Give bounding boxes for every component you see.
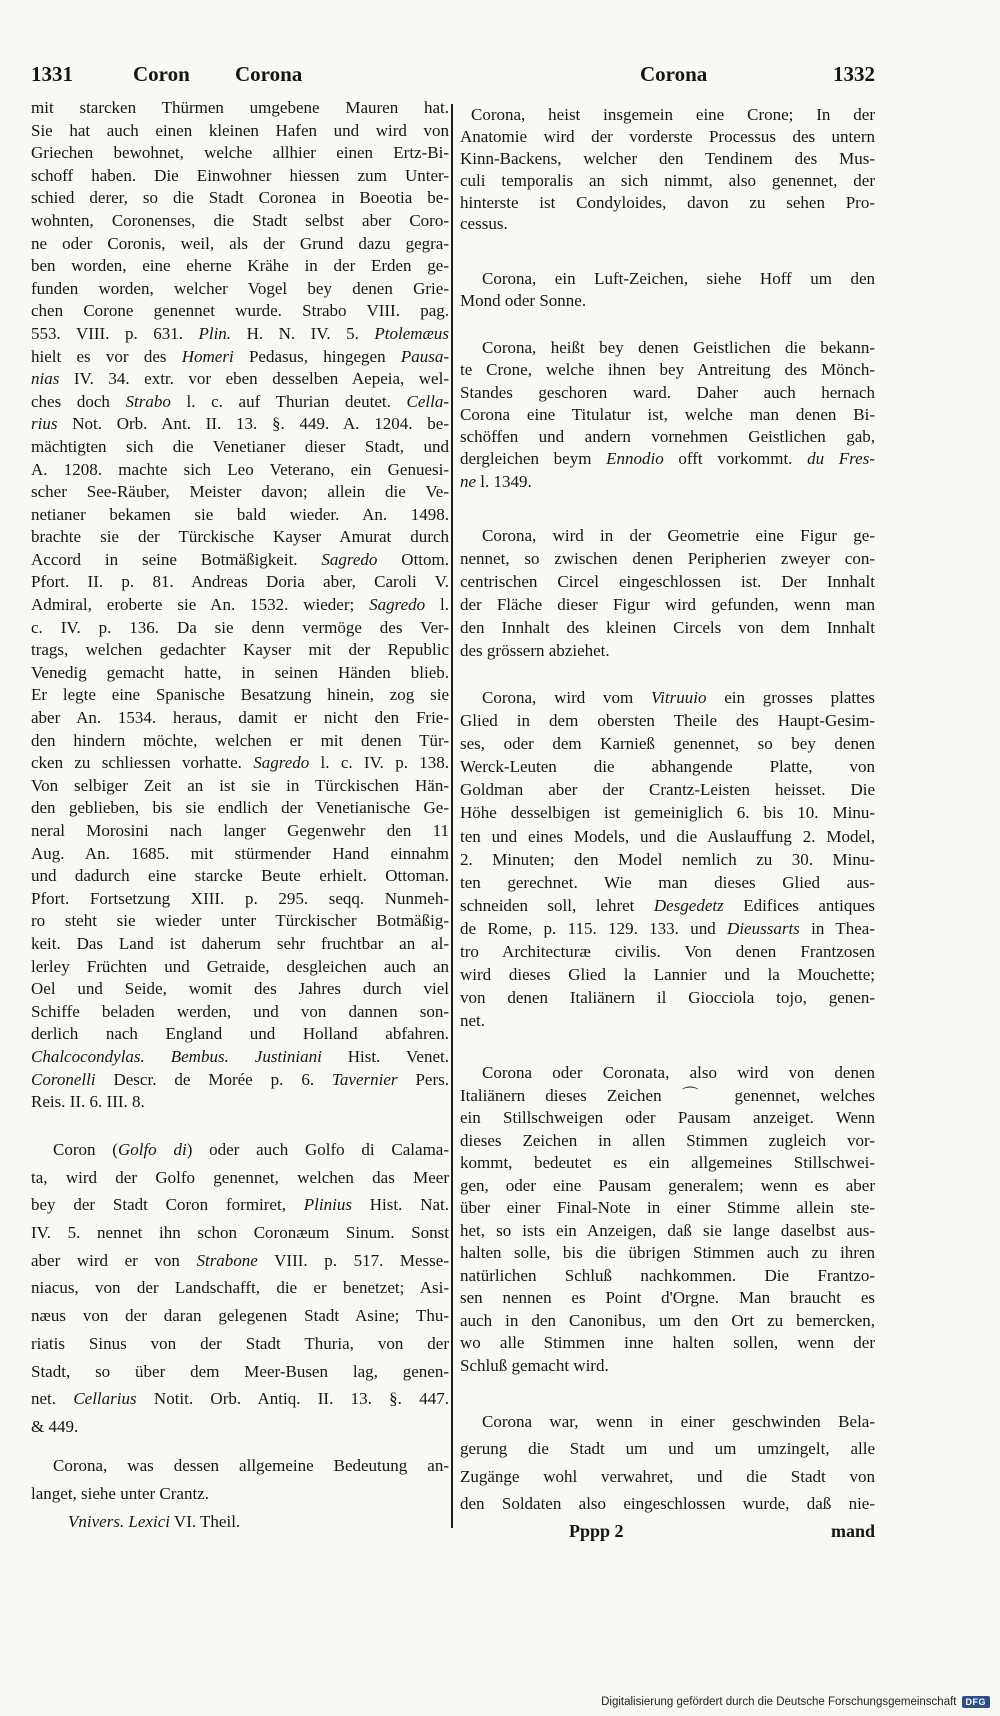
text-segment: Accord in seine Botmäßigkeit. — [31, 549, 322, 569]
text-segment: bey der Stadt Coron formiret, — [31, 1195, 304, 1215]
text-line: Pfort. II. p. 81. Andreas Doria aber, Caroli V. — [31, 572, 449, 592]
text-line: kommt, bedeutet es ein allgemeines Stillschwei- — [460, 1153, 875, 1172]
text-line: der Fläche dieser Figur wird gefunden, wenn man — [460, 595, 875, 614]
text-line: Oel und Seide, womit des Jahres durch viel — [31, 979, 449, 999]
italic-text: Plinius — [303, 1195, 352, 1215]
text-line: nennet, so zwischen denen Peripherien zweyer con- — [460, 549, 875, 568]
italic-text: Ptolemæus — [374, 323, 449, 343]
text-line: Sie hat auch einen kleinen Hafen und wird von — [31, 120, 449, 140]
text-line — [31, 1385, 449, 1413]
text-line — [31, 594, 449, 617]
text-line: Aug. An. 1685. mit stürmender Hand einnahm — [31, 843, 449, 863]
text-segment: Notit. Orb. Antiq. II. 13. §. 447. — [136, 1389, 449, 1409]
text-segment: l. c. auf Thurian deutet. — [170, 391, 407, 411]
text-line: tro Architecturæ civilis. Von denen Frantzosen — [460, 942, 875, 962]
running-head-left-second: Corona — [235, 62, 303, 86]
text-segment: Admiral, eroberte sie An. 1532. wieder; — [31, 595, 370, 615]
dfg-logo-icon: DFG — [962, 1696, 991, 1708]
text-line — [460, 686, 875, 709]
text-line: 2. Minuten; den Model nemlich zu 30. Minu- — [460, 849, 875, 869]
text-line: Corona eine Titulatur ist, welche man denen Bi- — [460, 404, 875, 424]
text-line: dieses Zeichen in allen Stimmen zugleich vor- — [460, 1130, 875, 1150]
text-line: Corona, heißt bey denen Geistlichen die bekann- — [482, 338, 875, 357]
text-line — [31, 1247, 449, 1275]
text-line: halten solle, bis die übrigen Stimmen auch zu ihren — [460, 1243, 875, 1262]
text-line: Er legte eine Spanische Besatzung hinein, zog sie — [31, 685, 449, 705]
left-text-column — [31, 0, 449, 1600]
italic-text: Sagredo — [369, 595, 426, 615]
italic-text: du Fres- — [807, 449, 875, 469]
italic-text: Dieussarts — [727, 918, 800, 938]
text-line — [31, 1191, 449, 1219]
text-segment: Hist. Nat. — [351, 1195, 449, 1215]
text-line: schied derer, so die Stadt Coronea in Boeotia be- — [31, 188, 449, 208]
text-line: niacus, von der Landschafft, die er benetzet; Asi- — [31, 1278, 449, 1298]
text-line: het, so ists ein Anzeigen, daß sie lange daselbst aus- — [460, 1220, 875, 1240]
text-segment: schneiden soll, lehret — [460, 895, 654, 915]
italic-text: Golfo di — [117, 1140, 187, 1159]
text-line: IV. 5. nennet ihn schon Coronæum Sinum. Sonst — [31, 1223, 449, 1243]
text-segment: Not. Orb. Ant. II. 13. §. 449. A. 1204. be- — [57, 414, 449, 434]
dictionary-entry — [460, 1408, 875, 1518]
text-line — [31, 391, 449, 414]
text-segment: Pedasus, hingegen — [233, 346, 401, 366]
text-line: wohnten, Coronenses, die Stadt selbst aber Coro- — [31, 210, 449, 230]
text-line: ta, wird der Golfo genennet, welchen das Meer — [31, 1167, 449, 1187]
italic-text: Cellarius — [73, 1389, 137, 1409]
text-line: ben worden, eine eherne Krähe in der Erden ge- — [31, 256, 449, 276]
text-line: brachte sie der Türckische Kayser Amurat durch — [31, 527, 449, 547]
text-segment: in Thea- — [799, 918, 875, 938]
italic-text: Plin. — [198, 323, 232, 343]
italic-text: Desgedetz — [653, 895, 724, 915]
italic-text: Ennodio — [606, 449, 664, 469]
italic-text: Homeri — [181, 346, 234, 366]
text-segment: Corona, wird vom — [482, 688, 652, 707]
text-line: cessus. — [460, 214, 508, 234]
text-line: langet, siehe unter Crantz. — [31, 1483, 209, 1503]
text-line — [31, 549, 449, 572]
right-text-column — [460, 0, 875, 1600]
text-line: centrischen Circel eingeschlossen ist. Der Innhalt — [460, 572, 875, 591]
volume-title: Vnivers. Lexici — [68, 1512, 170, 1531]
text-segment: hielt es vor des — [31, 346, 182, 366]
text-line: Corona, wird in der Geometrie eine Figur ge- — [482, 526, 875, 545]
italic-text: nias — [31, 369, 60, 389]
text-line: Stadt, so über dem Meer-Busen lag, genen- — [31, 1361, 449, 1381]
text-segment: cken zu schliessen vorhatte. — [31, 753, 254, 773]
dictionary-entry — [460, 1062, 875, 1377]
text-line: aber An. 1534. heraus, damit er nicht den Frie- — [31, 708, 449, 728]
text-line: Mond oder Sonne. — [460, 290, 587, 310]
italic-text: ne — [460, 471, 477, 491]
text-line: sen nennen es Point d'Orgne. Man braucht es — [460, 1288, 875, 1307]
volume-number: VI. Theil. — [173, 1512, 241, 1531]
text-line: Corona war, wenn in einer geschwinden Bela- — [482, 1412, 875, 1431]
digitization-credit — [601, 1694, 990, 1710]
text-line — [460, 448, 875, 470]
text-line: des grössern abziehet. — [460, 641, 610, 660]
catchword: mand — [830, 1521, 875, 1541]
dictionary-entry — [460, 686, 875, 1032]
dictionary-entry — [460, 268, 875, 312]
text-line: über einer Final-Note in einer Stimme allein ste- — [460, 1198, 875, 1217]
text-line — [460, 894, 875, 917]
text-line: Glied in dem obersten Theile des Haupt-Gesim- — [460, 711, 875, 731]
text-line: natürlichen Schluß nachkommen. Die Frantzo- — [460, 1265, 875, 1285]
text-line: funden worden, welcher Vogel bey denen Grie- — [31, 278, 449, 298]
text-segment: Coron ( — [53, 1140, 118, 1159]
text-line: wo alle Stimmen inne halten sollen, wenn der — [460, 1333, 875, 1352]
text-line: netianer bekamen sie bald wieder. An. 1498. — [31, 504, 449, 524]
text-line — [31, 346, 449, 369]
credit-text: Digitalisierung gefördert durch die Deutsche Forschungsgemeinschaft — [601, 1696, 957, 1708]
italic-text: Cella- — [406, 391, 449, 411]
text-line: riatis Sinus von der Stadt Thuria, von der — [31, 1333, 449, 1353]
text-line: Pfort. Fortsetzung XIII. p. 295. seqq. Nunmeh- — [31, 888, 449, 908]
text-line: ses, oder dem Karnieß genennet, so bey denen — [460, 734, 875, 754]
text-line — [460, 917, 875, 940]
text-line: ro steht sie wieder unter Türckischer Botmäßig- — [31, 911, 449, 931]
text-line: ne oder Coronis, weil, als der Grund dazu gegra- — [31, 233, 449, 253]
text-line: Werck-Leuten die abhangende Platte, von — [460, 757, 875, 777]
text-line: gerung die Stadt um und um umzingelt, alle — [460, 1439, 875, 1459]
text-segment: IV. 34. extr. vor eben desselben Aepeia, wel- — [59, 369, 449, 389]
dictionary-entry — [460, 524, 875, 662]
text-line: Goldman aber der Crantz-Leisten heisset. Die — [460, 780, 875, 800]
text-line: culi temporalis an sich nimmt, also genennet, der — [460, 170, 875, 190]
text-line: Kinn-Backens, welcher den Tendinem des Mus- — [460, 148, 875, 168]
italic-text: Vitruuio — [651, 688, 707, 707]
text-line: den Innhalt des kleinen Circels von dem Innhalt — [460, 618, 875, 637]
italic-text: Sagredo — [321, 549, 378, 569]
italic-text: Chalcocondylas. Bembus. Justiniani — [31, 1046, 322, 1066]
text-line: Corona, ein Luft-Zeichen, siehe Hoff um den — [482, 269, 875, 288]
text-line: scher See-Räuber, Meister davon; allein die Ve- — [31, 482, 449, 502]
italic-text: Strabone — [196, 1250, 258, 1270]
text-segment: aber wird er von — [31, 1250, 197, 1270]
text-line: ten und eines Models, und die Auslauffung 2. Model, — [460, 826, 875, 846]
text-line: gen, oder eine Pausam generalem; wenn es aber — [460, 1175, 875, 1195]
text-segment: Descr. de Morée p. 6. — [95, 1069, 333, 1089]
italic-text: Pausa- — [400, 346, 449, 366]
text-segment: Hist. Venet. — [321, 1046, 449, 1066]
text-line: Von selbiger Zeit an ist sie in Türckischen Hän- — [31, 775, 449, 795]
text-line: net. — [460, 1011, 486, 1031]
text-line: Schluß gemacht wird. — [460, 1355, 609, 1375]
dictionary-entry — [31, 1452, 449, 1507]
text-line: den Soldaten also eingeschlossen wurde, daß nie- — [460, 1494, 875, 1514]
text-segment: l. 1349. — [476, 471, 532, 491]
text-segment: dergleichen beym — [460, 449, 607, 469]
text-line: Schiffe beladen werden, und von dannen son- — [31, 1001, 449, 1021]
text-line: auch in den Canonibus, um den Ort zu bemercken, — [460, 1310, 875, 1330]
italic-text: rius — [31, 414, 58, 434]
italic-text: Coronelli — [31, 1069, 96, 1089]
text-segment: net. — [31, 1389, 74, 1409]
text-line — [31, 1069, 449, 1092]
text-line: & 449. — [31, 1416, 79, 1436]
dictionary-entry — [460, 337, 875, 493]
text-line: lerley Früchten und Getraide, desgleichen auch an — [31, 956, 449, 976]
running-head-right: Corona — [640, 62, 708, 86]
text-segment: de Rome, p. 115. 129. 133. und — [460, 918, 728, 938]
text-line: Zugänge wohl verwahret, und die Stadt von — [460, 1466, 875, 1486]
text-line: Standes geschoren ward. Daher auch hernach — [460, 382, 875, 402]
text-line: Corona oder Coronata, also wird von denen — [482, 1063, 875, 1082]
text-line: mit starcken Thürmen umgebene Mauren hat. — [31, 98, 449, 117]
text-segment: l. c. IV. p. 138. — [309, 753, 449, 773]
page-number-right: 1332 — [833, 62, 875, 86]
text-line: mächtigten sich die Venetianer dieser Stadt, und — [31, 436, 449, 456]
text-line — [31, 1136, 449, 1164]
text-line: Höhe desselbigen ist gemeiniglich 6. bis 10. Minu- — [460, 803, 875, 823]
text-line — [31, 413, 449, 436]
text-line: hinterste ist Condyloides, davon zu sehen Pro- — [460, 192, 875, 212]
text-line: von denen Italiänern il Giocciola tojo, genen- — [460, 988, 875, 1008]
text-segment: VIII. p. 517. Messe- — [257, 1250, 449, 1270]
text-segment: Edifices antiques — [723, 895, 875, 915]
text-line: schöffen und andern vornehmen Geistlichen gab, — [460, 427, 875, 447]
text-line: ten gerechnet. Wie man dieses Glied aus- — [460, 872, 875, 892]
text-line — [460, 471, 875, 493]
italic-text: Strabo — [125, 391, 171, 411]
running-head-left-first: Coron — [133, 62, 190, 86]
text-segment: Ottom. — [377, 549, 449, 569]
text-line: Reis. II. 6. III. 8. — [31, 1092, 145, 1112]
text-line: chen Corone genennet wurde. Strabo VIII. pag. — [31, 301, 449, 321]
text-segment: offt vorkommt. — [663, 449, 808, 469]
text-line: den hindern möchte, welchen er mit denen Tür- — [31, 730, 449, 750]
text-line: und dadurch eine starcke Beute erhielt. Ottoman. — [31, 866, 449, 886]
text-line: Italiänern dieses Zeichen ⌒ genennet, welches — [460, 1085, 875, 1105]
text-line: trags, welchen gedachter Kayser mit der Republic — [31, 640, 449, 660]
text-segment: H. N. IV. 5. — [231, 323, 375, 343]
printer-signature: Pppp 2 — [569, 1521, 624, 1541]
text-line: neral Morosini nach langer Gegenwehr den 11 — [31, 821, 449, 840]
page-number-left: 1331 — [31, 62, 73, 86]
text-line: derlich nach England und Holland abfahren. — [31, 1024, 449, 1044]
text-line: wird dieses Glied la Lannier und la Mouchette; — [460, 965, 875, 985]
text-line: A. 1208. machte sich Leo Veterano, ein Genuesi- — [31, 459, 449, 479]
text-line: c. IV. p. 136. Da sie denn vermöge des Ver- — [31, 617, 449, 637]
text-segment: ein grosses plattes — [706, 688, 875, 707]
text-line: ein Stillschweigen oder Pausam anzeiget. Wenn — [460, 1108, 875, 1127]
text-segment: l. — [425, 595, 449, 615]
text-line: keit. Das Land ist daherum sehr fruchtbar an al- — [31, 933, 449, 953]
text-line: Griechen bewohnet, welche allhier einen Ertz-Bi- — [31, 143, 449, 163]
volume-signature-line — [68, 1508, 240, 1535]
dictionary-entry — [31, 97, 449, 1114]
text-line: schoff haben. Die Einwohner hiessen zum Unter- — [31, 165, 449, 185]
text-line: Anatomie wird der vorderste Processus des untern — [460, 126, 875, 146]
text-segment: ches doch — [31, 391, 126, 411]
text-line: den geblieben, bis sie endlich der Venetianische Ge- — [31, 798, 449, 818]
text-line: te Crone, welche ihnen bey Antreitung des Mönch- — [460, 360, 875, 380]
italic-text: Tavernier — [332, 1069, 398, 1089]
text-line: Venedig gemacht hatte, in seinen Händen blieb. — [31, 662, 449, 682]
text-line — [31, 323, 449, 346]
column-divider-rule — [451, 104, 453, 1528]
text-line: Corona, heist insgemein eine Crone; In der — [471, 105, 875, 124]
text-line: næus von der daran gelegenen Stadt Asine; Thu- — [31, 1306, 449, 1326]
text-segment: ) oder auch Golfo di Calama- — [186, 1140, 449, 1159]
dictionary-entry — [31, 1136, 449, 1441]
text-segment: 553. VIII. p. 631. — [31, 323, 199, 343]
text-line — [31, 752, 449, 775]
italic-text: Sagredo — [253, 753, 310, 773]
text-segment: Pers. — [397, 1069, 449, 1089]
text-line: Corona, was dessen allgemeine Bedeutung an- — [53, 1456, 449, 1475]
text-line — [31, 1046, 449, 1069]
text-line — [31, 368, 449, 391]
dictionary-entry — [460, 104, 875, 235]
